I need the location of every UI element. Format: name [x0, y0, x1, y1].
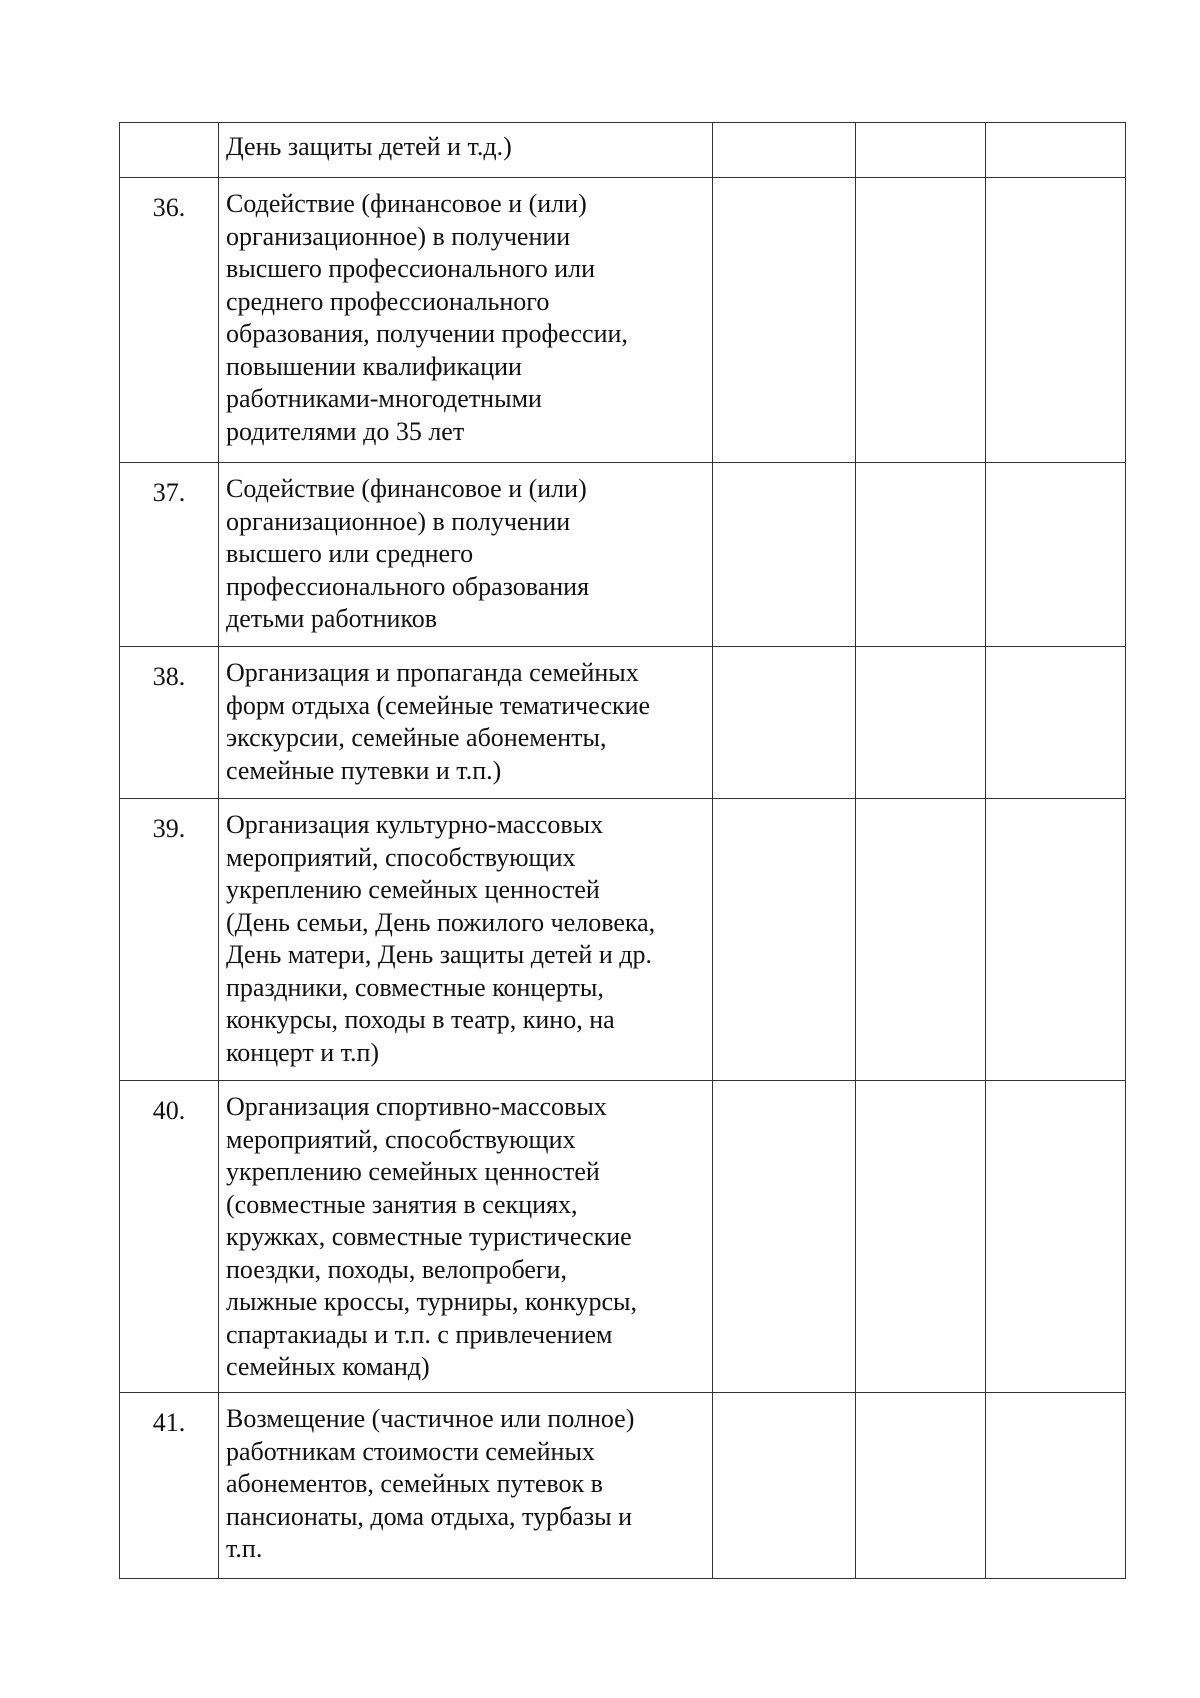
table-row	[120, 1081, 1126, 1393]
row-number: 41.	[120, 1393, 219, 1579]
empty-cell	[713, 463, 856, 647]
row-description: День защиты детей и т.д.)	[219, 123, 713, 178]
empty-cell	[986, 799, 1126, 1081]
table-row	[120, 1393, 1126, 1579]
row-description: Организация культурно-массовых мероприятий, способствующих укреплению семейных ценностей (День семьи, День пожилого человека, День матери, День защиты детей и др. праздники, совместные концерты, конкурсы, походы в театр, кино, на концерт и т.п)	[219, 799, 713, 1081]
empty-cell	[856, 647, 986, 799]
table-row	[120, 178, 1126, 463]
row-number: 39.	[120, 799, 219, 1081]
empty-cell	[713, 178, 856, 463]
empty-cell	[713, 647, 856, 799]
empty-cell	[856, 178, 986, 463]
empty-cell	[986, 1081, 1126, 1393]
table-row	[120, 799, 1126, 1081]
empty-cell	[856, 463, 986, 647]
empty-cell	[856, 1393, 986, 1579]
row-description: Организация и пропаганда семейных форм отдыха (семейные тематические экскурсии, семейные абонементы, семейные путевки и т.п.)	[219, 647, 713, 799]
empty-cell	[856, 123, 986, 178]
empty-cell	[986, 647, 1126, 799]
row-description: Возмещение (частичное или полное) работникам стоимости семейных абонементов, семейных путевок в пансионаты, дома отдыха, турбазы и т.п.	[219, 1393, 713, 1579]
table-row	[120, 123, 1126, 178]
empty-cell	[713, 1081, 856, 1393]
row-description: Содействие (финансовое и (или) организационное) в получении высшего профессионального или среднего профессионального образования, получении профессии, повышении квалификации работниками-многодетными родителями до 35 лет	[219, 178, 713, 463]
row-number	[120, 123, 219, 178]
empty-cell	[986, 123, 1126, 178]
measures-table	[119, 122, 1126, 1579]
empty-cell	[856, 799, 986, 1081]
row-number: 36.	[120, 178, 219, 463]
row-description: Организация спортивно-массовых мероприятий, способствующих укреплению семейных ценностей (совместные занятия в секциях, кружках, совместные туристические поездки, походы, велопробеги, лыжные кроссы, турниры, конкурсы, спартакиады и т.п. с привлечением семейных команд)	[219, 1081, 713, 1393]
empty-cell	[856, 1081, 986, 1393]
empty-cell	[713, 1393, 856, 1579]
table-row	[120, 463, 1126, 647]
row-description: Содействие (финансовое и (или) организационное) в получении высшего или среднего профессионального образования детьми работников	[219, 463, 713, 647]
empty-cell	[986, 1393, 1126, 1579]
empty-cell	[986, 463, 1126, 647]
row-number: 38.	[120, 647, 219, 799]
row-number: 37.	[120, 463, 219, 647]
empty-cell	[713, 123, 856, 178]
empty-cell	[713, 799, 856, 1081]
row-number: 40.	[120, 1081, 219, 1393]
empty-cell	[986, 178, 1126, 463]
table-row	[120, 647, 1126, 799]
